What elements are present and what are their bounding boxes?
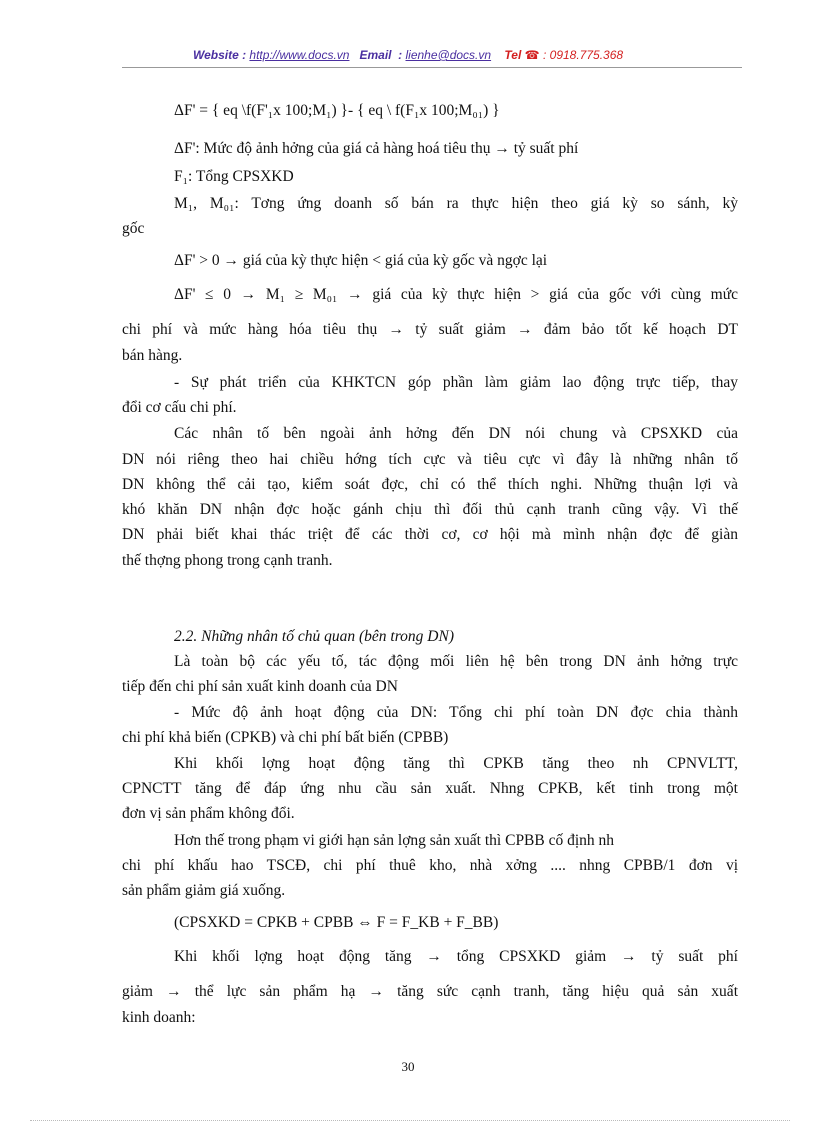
text-line: chi phí khấu hao TSCĐ, chi phí thuê kho, nhà xởng .... nhng CPBB/1 đơn vị xyxy=(122,857,738,874)
text-line: M₁, M₀₁: Tơng ứng doanh số bán ra thực hiện theo giá kỳ so sánh, kỳ xyxy=(174,195,738,212)
text-line: đơn vị sản phẩm không đổi. xyxy=(122,805,295,822)
formula-delta-f: ΔF' = { eq \f(F'₁x 100;M₁) }- { eq \ f(F₁x 100;M₀₁) } xyxy=(174,102,500,119)
header-divider xyxy=(122,67,742,68)
text-line: tiếp đến chi phí sản xuất kinh doanh của DN xyxy=(122,678,398,695)
tel-value: 0918.775.368 xyxy=(549,48,624,62)
text-line: giảm → thể lực sản phẩm hạ → tăng sức cạnh tranh, tăng hiệu quả sản xuất xyxy=(122,983,738,1000)
section-heading: 2.2. Những nhân tố chủ quan (bên trong DN) xyxy=(174,628,454,645)
text-line: Là toàn bộ các yếu tố, tác động mối liên hệ bên trong DN ảnh hởng trực xyxy=(174,653,738,670)
text-line: chi phí và mức hàng hóa tiêu thụ → tỷ suất giảm → đảm bảo tốt kế hoạch DT xyxy=(122,321,738,338)
footer-divider xyxy=(30,1120,790,1121)
page-number: 30 xyxy=(401,1059,415,1074)
text-line: đổi cơ cấu chi phí. xyxy=(122,399,237,416)
text-line: ΔF' ≤ 0 → M₁ ≥ M₀₁ → giá của kỳ thực hiện > giá của gốc với cùng mức xyxy=(174,286,738,303)
email-label: Email xyxy=(359,48,392,62)
text-line: Khi khối lợng hoạt động tăng → tổng CPSXKD giảm → tỷ suất phí xyxy=(174,948,738,965)
text-line: thế thợng phong trong cạnh tranh. xyxy=(122,552,333,569)
text-line: DN phải biết khai thác triệt để các thời cơ, cơ hội mà mình nhận đợc để giàn xyxy=(122,526,738,543)
text-line: gốc xyxy=(122,220,145,237)
text-line: CPNCTT tăng để đáp ứng nhu cầu sản xuất. Nhng CPKB, kết tinh trong một xyxy=(122,780,738,797)
text-line: chi phí khả biến (CPKB) và chi phí bất biến (CPBB) xyxy=(122,729,449,746)
tel-label: Tel xyxy=(504,48,522,62)
text-line: ΔF' > 0 → giá của kỳ thực hiện < giá của kỳ gốc và ngợc lại xyxy=(174,252,548,269)
text-line: Các nhân tố bên ngoài ảnh hởng đến DN nói chung và CPSXKD của xyxy=(174,425,738,442)
text-line: - Sự phát triển của KHKTCN góp phần làm giảm lao động trực tiếp, thay xyxy=(174,374,738,391)
text-line: Khi khối lợng hoạt động tăng thì CPKB tăng theo nh CPNVLTT, xyxy=(174,755,738,772)
text-line: Hơn thế trong phạm vi giới hạn sản lợng sản xuất thì CPBB cố định nh xyxy=(174,832,615,849)
phone-icon: ☎ xyxy=(524,48,540,62)
text-line: DN không thể cải tạo, kiểm soát đợc, chỉ có thể thích nghi. Những thuận lợi và xyxy=(122,476,738,493)
formula-cpsxkd: (CPSXKD = CPKB + CPBB ⇔ F = F_KB + F_BB) xyxy=(174,914,499,931)
text-line: F₁: Tổng CPSXKD xyxy=(174,168,294,185)
text-line: - Mức độ ảnh hoạt động của DN: Tổng chi phí toàn DN đợc chia thành xyxy=(174,704,738,721)
text-line: ΔF': Mức độ ảnh hởng của giá cả hàng hoá tiêu thụ → tỷ suất phí xyxy=(174,140,579,157)
website-label: Website xyxy=(192,48,239,62)
text-line: kinh doanh: xyxy=(122,1009,196,1026)
page-header: Website : http://www.docs.vn Email : lienhe@docs.vn Tel ☎ : 0918.775.368 xyxy=(192,48,624,62)
website-link[interactable]: http://www.docs.vn xyxy=(249,48,350,62)
text-line: bán hàng. xyxy=(122,347,183,364)
email-link[interactable]: lienhe@docs.vn xyxy=(405,48,492,62)
text-line: khó khăn DN nhận đợc hoặc gánh chịu thì đối thủ cạnh tranh cũng vậy. Vì thế xyxy=(122,501,738,518)
text-line: DN nói riêng theo hai chiều hớng tích cực và tiêu cực vì đây là những nhân tố xyxy=(122,451,738,468)
text-line: sản phẩm giảm giá xuống. xyxy=(122,882,286,899)
